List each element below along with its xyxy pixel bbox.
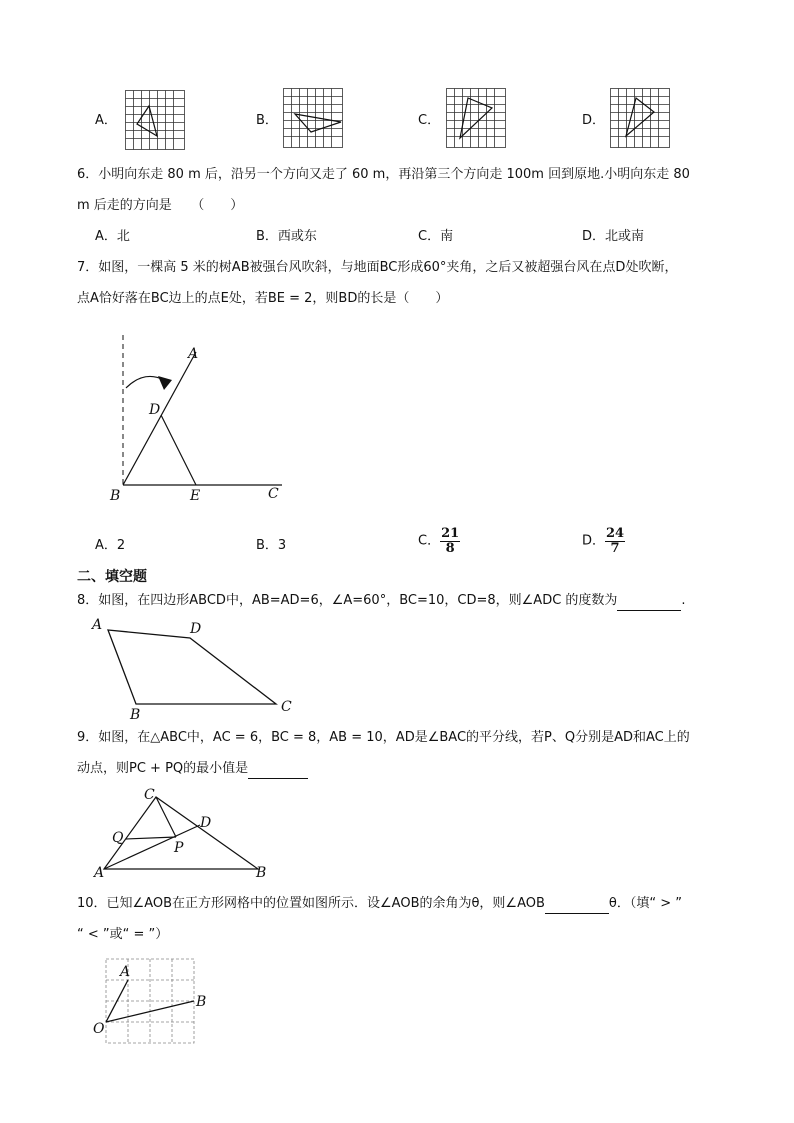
q7-option-a-value: 2 [116, 538, 126, 553]
q9-stem-line2-text: 动点，则PC + PQ的最小值是 [77, 761, 249, 776]
q7-fallen-segment [161, 415, 196, 485]
q10-answer-blank[interactable] [545, 899, 609, 914]
q5-option-d-label[interactable]: D． [582, 113, 606, 128]
q7-option-b[interactable] [256, 536, 286, 556]
q8-label-d: D [190, 621, 202, 637]
q7-option-d[interactable] [582, 527, 625, 556]
q7-curved-arrow [126, 376, 164, 388]
q8-label-b: B [130, 707, 141, 722]
q5-option-c-figure [446, 88, 506, 148]
q10-figure [90, 955, 215, 1050]
q9-segment-cp [156, 797, 176, 837]
q7-stem-line1: 7．如图，一棵高 5 米的树AB被强台风吹斜，与地面BC形成60°夹角，之后又被超强台风在点D处吹断， [77, 260, 678, 275]
q8-label-a: A [92, 617, 103, 633]
q7-arrowhead [158, 376, 172, 390]
q5-option-c-label[interactable]: C． [418, 113, 441, 128]
q6-stem-line1: 6．小明向东走 80 m 后，沿另一个方向又走了 60 m，再沿第三个方向走 100m 回到原地.小明向东走 80 [77, 167, 690, 182]
q7-option-c-fraction [440, 527, 460, 556]
q7-stem-line2: 点A恰好落在BC边上的点E处，若BE = 2，则BD的长是（ ） [77, 291, 449, 306]
q6-stem-line2: m 后走的方向是 （ ） [77, 198, 244, 213]
q10-stem-line2: “ < ”或“ = ”） [77, 927, 169, 942]
q5-b-triangle [295, 114, 341, 132]
q9-label-a: A [94, 865, 105, 880]
q7-option-c-label: C． [418, 533, 441, 549]
q8-answer-blank[interactable] [617, 596, 681, 611]
q7-option-a-label: A． [95, 538, 117, 553]
section-fill-in-title: 二、填空题 [77, 569, 147, 585]
q5-c-triangle [460, 98, 492, 138]
q7-label-e: E [190, 488, 201, 504]
q9-label-b: B [256, 865, 267, 880]
q8-quadrilateral [108, 630, 276, 704]
q9-label-p: P [174, 840, 184, 856]
q8-stem-text: 8．如图，在四边形ABCD中，AB=AD=6，∠A=60°，BC=10，CD=8，则∠ADC 的度数为 [77, 593, 618, 608]
q9-segment-qp [126, 837, 176, 839]
q10-label-o: O [93, 1021, 105, 1037]
q7-option-d-numerator: 24 [606, 526, 625, 541]
q7-option-d-denominator: 7 [610, 541, 620, 556]
q10-ray-oa [106, 980, 128, 1022]
q8-stem [77, 591, 686, 611]
q8-stem-end: . [681, 593, 686, 608]
q8-figure [88, 612, 308, 722]
q7-figure [100, 330, 300, 510]
q6-option-b[interactable]: B．西或东 [256, 229, 317, 244]
q5-option-a-figure [125, 90, 185, 150]
q9-label-d: D [200, 815, 212, 831]
q7-option-b-value: 3 [277, 538, 287, 553]
q7-option-d-label: D． [582, 533, 606, 549]
q5-d-triangle [626, 98, 654, 136]
q7-label-d: D [149, 402, 161, 418]
q7-option-c[interactable] [418, 527, 460, 556]
q7-tree-line [123, 352, 196, 485]
q5-option-a-label[interactable]: A． [95, 113, 117, 128]
q9-label-q: Q [112, 830, 124, 846]
q10-stem-line1 [77, 894, 682, 914]
q10-label-a: A [120, 964, 131, 980]
q9-answer-blank[interactable] [248, 764, 308, 779]
q10-stem-line1a: 10．已知∠AOB在正方形网格中的位置如图所示．设∠AOB的余角为θ，则∠AOB [77, 896, 545, 911]
q5-option-b-label[interactable]: B． [256, 113, 278, 128]
q9-label-c: C [144, 787, 155, 803]
q9-figure [90, 785, 280, 880]
q9-stem-line2 [77, 759, 308, 779]
q7-option-c-numerator: 21 [441, 526, 460, 541]
q10-stem-line1b: θ．（填“ > ” [608, 896, 682, 911]
q6-option-d[interactable]: D．北或南 [582, 229, 645, 244]
q7-option-a[interactable] [95, 536, 125, 556]
q7-option-b-label: B． [256, 538, 278, 553]
q6-option-a[interactable]: A．北 [95, 229, 130, 244]
q5-a-triangle [137, 106, 157, 136]
q7-label-c: C [268, 486, 279, 502]
q6-option-c[interactable]: C．南 [418, 229, 454, 244]
q8-label-c: C [281, 699, 292, 715]
q7-label-b: B [110, 488, 121, 504]
q7-option-c-denominator: 8 [445, 541, 455, 556]
q9-stem-line1: 9．如图，在△ABC中，AC = 6，BC = 8，AB = 10，AD是∠BAC的平分线，若P、Q分别是AD和AC上的 [77, 730, 690, 745]
q5-option-b-figure [283, 88, 343, 148]
q10-label-b: B [196, 994, 207, 1010]
q7-label-a: A [188, 346, 199, 362]
q5-option-d-figure [610, 88, 670, 148]
q7-option-d-fraction [605, 527, 625, 556]
